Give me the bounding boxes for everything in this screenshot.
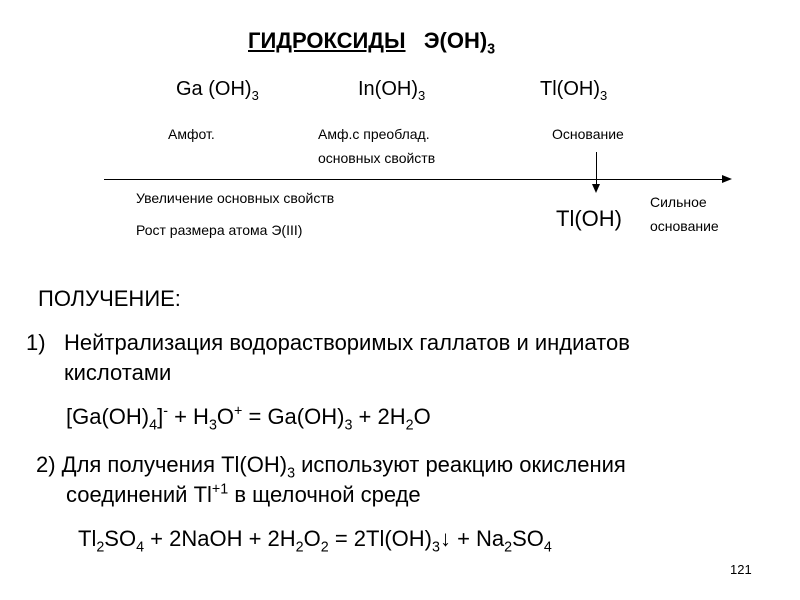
eq2-s7: 4 bbox=[543, 539, 552, 556]
eq2-s3: 2 bbox=[295, 539, 304, 556]
item2-line2b: в щелочной среде bbox=[228, 482, 421, 507]
eq2-p1: Tl bbox=[78, 526, 97, 551]
equation-1 bbox=[66, 403, 431, 434]
equation-2 bbox=[78, 526, 552, 556]
eq1-p1: [Ga(OH) bbox=[66, 404, 150, 429]
property-tl: Основание bbox=[552, 126, 624, 142]
eq2-p3: + 2NaOH + 2H bbox=[144, 526, 296, 551]
eq2-p7: SO bbox=[512, 526, 544, 551]
hydroxide-tl-sub: 3 bbox=[599, 88, 608, 103]
trend-arrow-head bbox=[722, 175, 732, 183]
eq1-p6: + 2H bbox=[352, 404, 406, 429]
item2-line1 bbox=[36, 452, 626, 482]
eq1-s3: 3 bbox=[344, 417, 353, 434]
trend-arrow-line bbox=[104, 179, 726, 180]
trend-line2: Рост размера атома Э(III) bbox=[136, 222, 303, 238]
eq2-s4: 2 bbox=[320, 539, 329, 556]
title-formula-sub: 3 bbox=[487, 41, 496, 58]
tloh-formula: Tl(OH) bbox=[556, 206, 622, 231]
hydroxide-ga-base: Ga (OH) bbox=[176, 78, 252, 100]
eq2-s1: 2 bbox=[96, 539, 105, 556]
title-formula: Э(OH) bbox=[423, 28, 488, 53]
eq1-p2: ] bbox=[157, 404, 164, 429]
item1-line2: кислотами bbox=[64, 360, 172, 385]
down-arrow-line bbox=[596, 152, 597, 184]
eq2-p5: = 2Tl(OH) bbox=[328, 526, 432, 551]
item2-sup: +1 bbox=[211, 481, 229, 498]
hydroxide-tl-base: Tl(OH) bbox=[540, 78, 600, 100]
hydroxide-in bbox=[358, 78, 425, 101]
eq1-s4: 2 bbox=[405, 417, 414, 434]
eq1-p3: + H bbox=[167, 404, 209, 429]
eq2-p6: ↓ + Na bbox=[439, 526, 505, 551]
eq1-p5: = Ga(OH) bbox=[242, 404, 345, 429]
item2-suffix: используют реакцию окисления bbox=[295, 452, 626, 477]
item1-number: 1) bbox=[26, 330, 46, 355]
eq1-s2: 3 bbox=[208, 417, 217, 434]
tloh-note-line1: Сильное bbox=[650, 194, 707, 210]
property-in-line1: Амф.с преоблад. bbox=[318, 126, 430, 142]
hydroxide-ga-sub: 3 bbox=[251, 88, 259, 103]
eq1-sup1: - bbox=[163, 403, 168, 420]
eq2-p2: SO bbox=[104, 526, 137, 551]
property-ga: Амфот. bbox=[168, 126, 215, 142]
item1-line1: Нейтрализация водорастворимых галлатов и индиатов bbox=[64, 330, 630, 355]
page-number: 121 bbox=[730, 562, 752, 577]
item2-line2 bbox=[66, 482, 421, 508]
eq2-p4: O bbox=[303, 526, 321, 551]
item2-prefix: 2) Для получения Tl(OH) bbox=[36, 452, 288, 477]
eq2-s6: 2 bbox=[504, 539, 513, 556]
tloh-note-line2: основание bbox=[650, 218, 719, 234]
title-underlined: ГИДРОКСИДЫ bbox=[248, 28, 406, 53]
item2-sub: 3 bbox=[287, 465, 296, 482]
eq1-sup2: + bbox=[234, 403, 243, 420]
trend-line1: Увеличение основных свойств bbox=[136, 190, 335, 206]
eq2-s5: 3 bbox=[432, 539, 440, 556]
hydroxide-in-base: In(OH) bbox=[358, 78, 418, 100]
down-arrow-head bbox=[592, 184, 600, 193]
page-title bbox=[248, 28, 496, 58]
property-in-line2: основных свойств bbox=[318, 150, 436, 166]
eq1-p4: O bbox=[216, 404, 235, 429]
hydroxide-tl bbox=[540, 78, 607, 101]
section-heading: ПОЛУЧЕНИЕ: bbox=[38, 286, 181, 311]
eq1-s1: 4 bbox=[149, 417, 158, 434]
item2-line2a: соединений Tl bbox=[66, 482, 212, 507]
hydroxide-in-sub: 3 bbox=[418, 88, 426, 103]
eq1-p7: O bbox=[413, 404, 431, 429]
eq2-s2: 4 bbox=[136, 539, 145, 556]
hydroxide-ga bbox=[176, 78, 259, 101]
